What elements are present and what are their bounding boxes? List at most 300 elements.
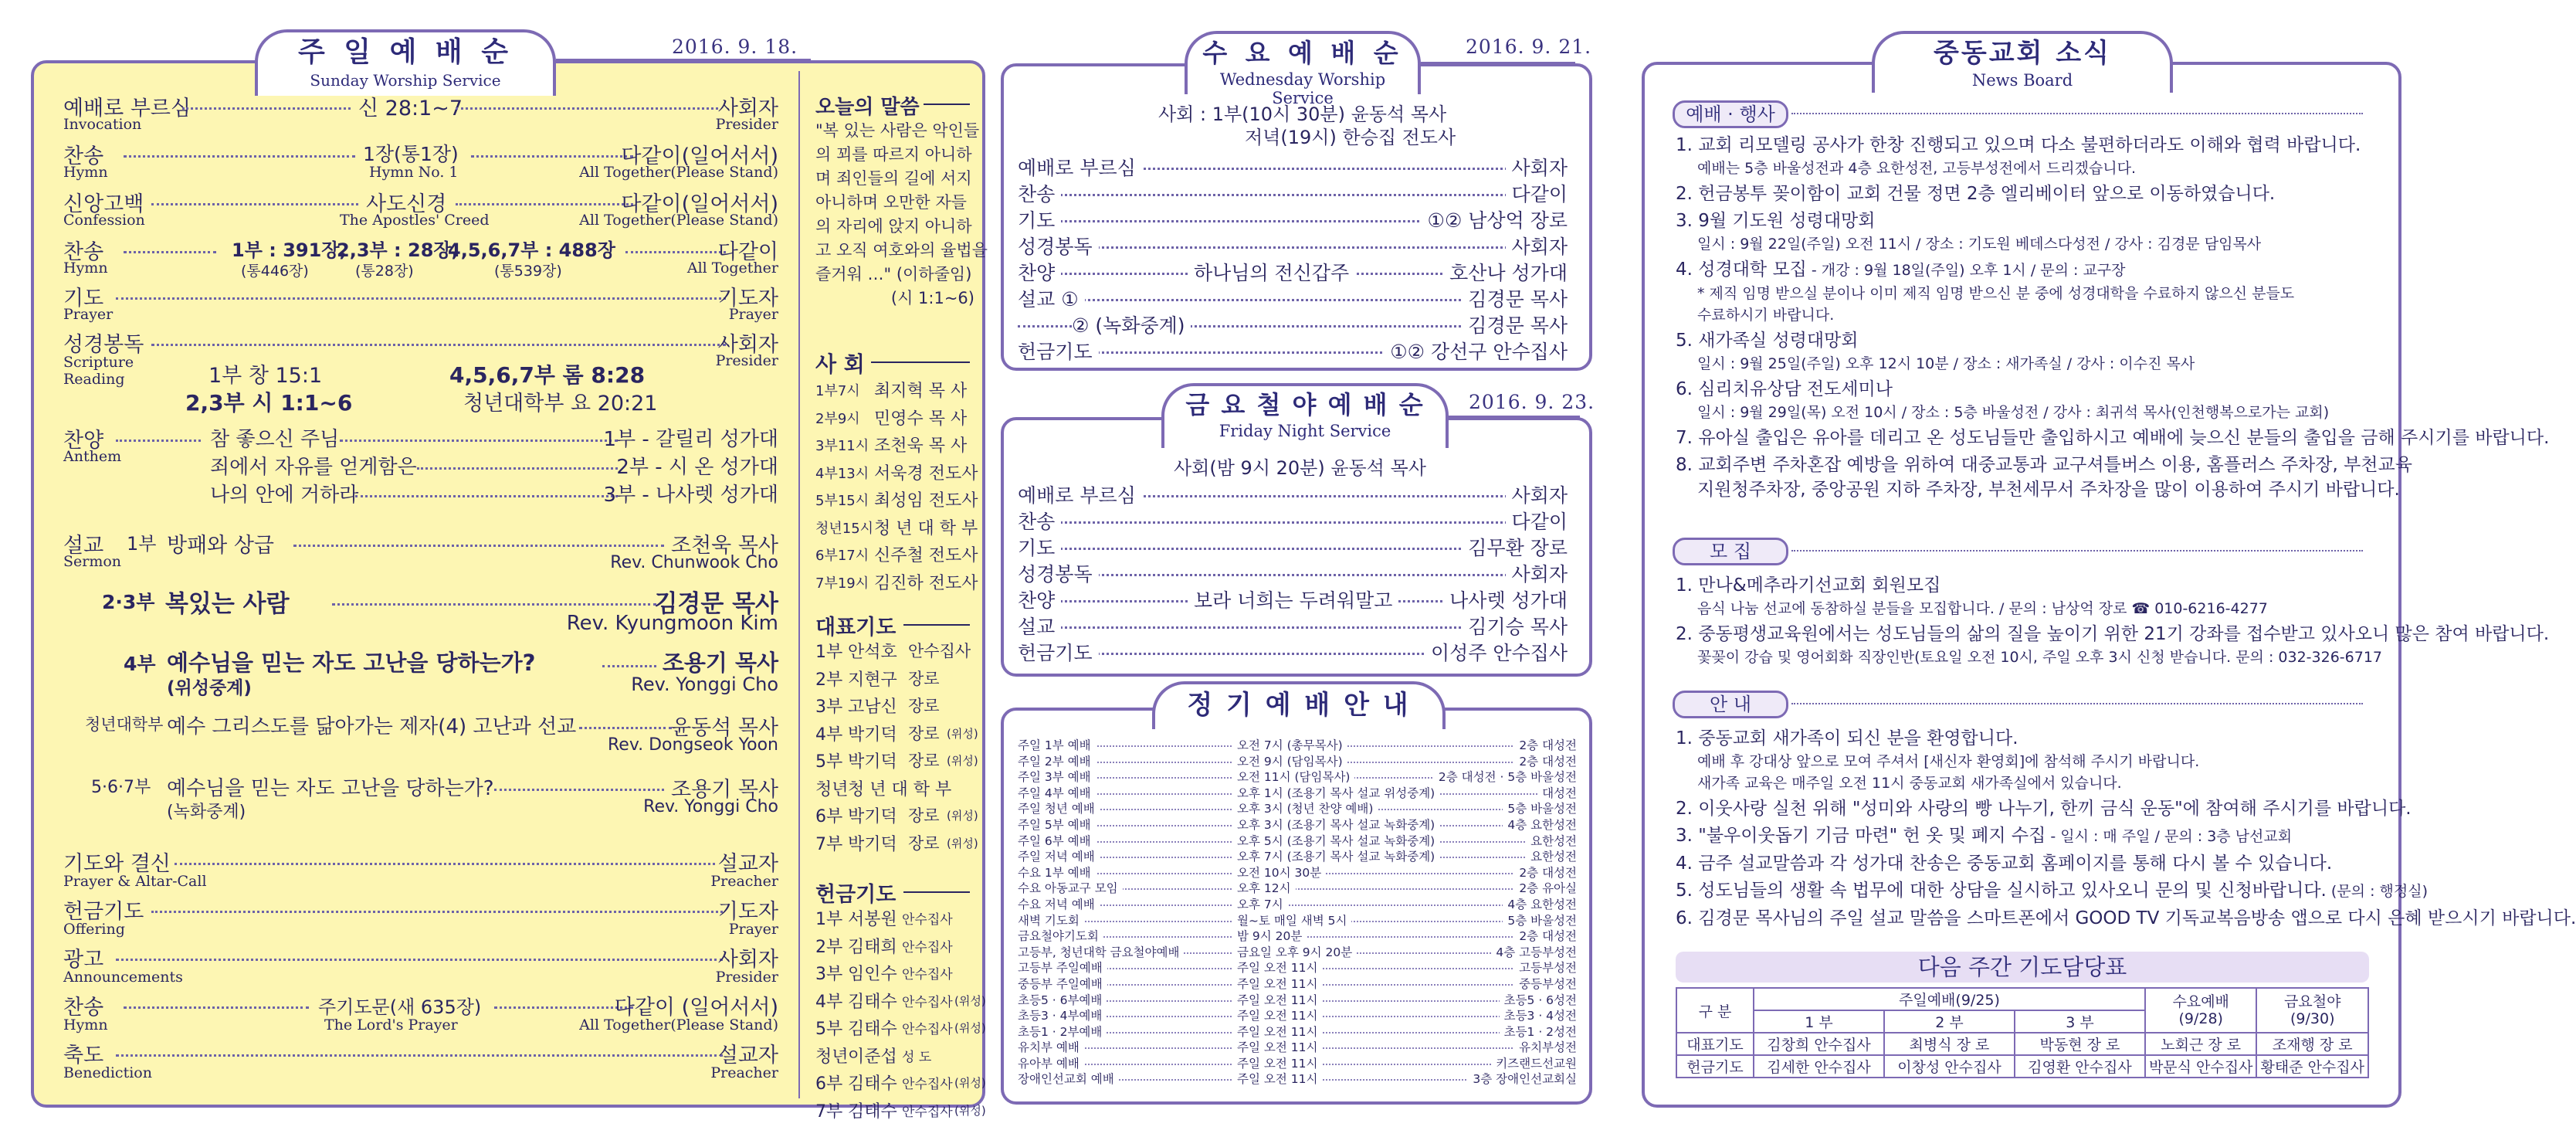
leader-dots — [116, 1054, 723, 1057]
hymn2-en: Hymn — [63, 260, 108, 277]
prayer-th-sunday: 주일예배(9/25) — [1754, 988, 2145, 1010]
rep-part: 1부 — [815, 643, 843, 662]
sunday-title-tab — [255, 29, 556, 96]
friday-subtitle: Friday Night Service — [1219, 422, 1391, 440]
altar-call-en: Prayer & Altar-Call — [63, 873, 207, 890]
regular-row — [1018, 831, 1577, 847]
wed-order-label: 예배로 부르심 — [1018, 153, 1142, 181]
off-part: 4부 — [815, 992, 843, 1012]
news-item-sub: 지원청주차장, 중앙공원 지하 주차장, 부천세무서 주차장을 많이 이용하여 주시기 바랍니다. — [1697, 480, 2400, 500]
word-line: 의 자리에 앉지 아니하 — [815, 217, 972, 236]
regular-row — [1018, 1006, 1577, 1022]
prayer-right: 기도자 — [717, 287, 778, 311]
leader-dots — [355, 495, 618, 497]
fri-order-label: 설교 — [1018, 612, 1061, 640]
off-role: 안수집사 — [902, 912, 953, 928]
fri-order-right: 사회자 — [1506, 559, 1568, 587]
offering-en: Offering — [63, 921, 125, 938]
word-line: 고 오직 여호와의 율법을 — [815, 241, 988, 260]
mc-title-rule — [871, 361, 970, 363]
fri-order-label: 기도 — [1018, 533, 1061, 561]
off-part: 1부 — [815, 910, 843, 929]
leader-dots — [456, 107, 718, 110]
wed-order-right: ①② 강선구 안수집사 — [1384, 337, 1568, 365]
news-item — [1676, 133, 2386, 179]
sermon-en: Sermon — [63, 553, 122, 570]
news-item-sub: 수료하시기 바랍니다. — [1697, 307, 1835, 324]
off-list — [815, 905, 986, 1125]
news-item-title — [1676, 878, 2428, 904]
hymn-part-1: 1부 : 391장, — [232, 239, 347, 261]
news-item — [1676, 796, 2412, 821]
regular-place: 초등3 · 4성전 — [1500, 1006, 1577, 1023]
wed-order-right: 사회자 — [1506, 232, 1568, 260]
news-item-title — [1676, 906, 2576, 931]
news-item-text: 1. 교회 리모델링 공사가 한창 진행되고 있으며 다소 불편하더라도 이해와 협력 바랍니다. — [1676, 135, 2361, 155]
news-item-sub: 일시 : 9월 29일(목) 오전 10시 / 장소 : 5층 바울성전 / 강사 : 최귀석 목사(인천행복으로가는 교회) — [1697, 404, 2330, 421]
news-title: 중동교회 소식 — [1934, 38, 2111, 69]
closing-hymn-right: 다같이 (일어서서) — [614, 996, 778, 1020]
regular-name: 고등부 주일예배 — [1018, 959, 1107, 976]
regular-time: 오후 12시 — [1232, 879, 1296, 896]
news-item-text: 3. "불우이웃돕기 기금 마련" 헌 옷 및 폐지 수집 — [1676, 826, 2046, 846]
lords-prayer-en: The Lord's Prayer — [324, 1017, 458, 1033]
rep-name: 청 년 대 학 부 — [848, 779, 952, 799]
sermon-1-pastor: 조천욱 목사 — [671, 534, 778, 558]
regular-time: 주일 오전 11시 — [1232, 1023, 1322, 1040]
news-item-sub: * 제직 임명 받으실 분이나 이미 제직 임명 받으신 분 중에 성경대학을 수료하지 않으신 분들도 — [1697, 285, 2295, 302]
off-row — [815, 960, 981, 988]
regular-row — [1018, 990, 1577, 1006]
regular-name: 초등5 · 6부예배 — [1018, 991, 1107, 1008]
hymn-part-3: 4,5,6,7부 : 488장 — [448, 239, 615, 261]
regular-place: 초등1 · 2성전 — [1500, 1023, 1577, 1040]
mc-part: 7부19시 — [815, 575, 869, 592]
off-part: 2부 — [815, 937, 843, 957]
section-recruit-pill: 모 집 — [1673, 538, 1788, 565]
hymn-part-1-sub: (통446장) — [241, 263, 309, 280]
regular-title-tab — [1152, 681, 1446, 729]
lords-prayer: 주기도문(새 635장) — [318, 996, 482, 1018]
off-part: 7부 — [815, 1101, 843, 1122]
rep-row — [815, 830, 981, 858]
news-item — [1676, 328, 2386, 375]
scripture-label: 성경봉독 — [63, 333, 144, 357]
mc-name: 신주철 전도사 — [874, 546, 978, 565]
off-name: 김태수 — [848, 1101, 897, 1122]
regular-name: 수요 저녁 예배 — [1018, 895, 1100, 912]
wed-order-row — [1018, 335, 1568, 361]
news-item-title — [1676, 573, 2386, 598]
mc-row — [815, 487, 981, 514]
news-item-text: 1. 만나&메추라기선교회 회원모집 — [1676, 575, 1941, 596]
off-name: 김태수 — [848, 1020, 897, 1039]
regular-name: 새벽 기도회 — [1018, 911, 1084, 928]
regular-title: 정 기 예 배 안 내 — [1187, 690, 1411, 721]
regular-place: 5층 바울성전 — [1503, 799, 1577, 816]
sunday-title: 주 일 예 배 순 — [297, 36, 513, 68]
regular-service-list — [1018, 735, 1577, 1085]
prayer-th-fri-label: 금요철야 — [2284, 993, 2341, 1010]
mc-part: 1부7시 — [815, 383, 860, 399]
scripture-b: 4,5,6,7부 롬 8:28 — [449, 362, 646, 388]
wed-order-label: 헌금기도 — [1018, 337, 1099, 365]
news-item-detail: - 일시 : 매 주일 / 문의 : 3층 남선교회 — [2046, 828, 2293, 845]
fri-order-row — [1018, 505, 1568, 531]
word-line: 즐거워 …" (이하줄임) — [815, 265, 972, 283]
prayer-th-label: 구 분 — [1676, 988, 1754, 1033]
rep-role: 장로 — [908, 833, 940, 853]
rep-row — [815, 666, 981, 694]
leader-dots — [293, 545, 664, 547]
section-dots — [1791, 703, 2363, 704]
off-name: 이준섭 — [848, 1047, 897, 1067]
regular-name: 주일 1부 예배 — [1018, 736, 1096, 753]
wed-order-label: ② (녹화중계) — [1072, 311, 1191, 338]
sunday-title-divider — [556, 59, 811, 61]
leader-dots — [151, 203, 358, 205]
friday-title-tab — [1161, 383, 1449, 448]
regular-name: 주일 청년 예배 — [1018, 799, 1100, 816]
leader-dots — [175, 863, 715, 865]
off-role: 안수집사 — [902, 1104, 953, 1120]
rep-name: 박기덕 — [848, 807, 897, 826]
wed-order-right: 사회자 — [1506, 153, 1568, 181]
friday-title: 금 요 철 야 예 배 순 — [1185, 390, 1425, 419]
sermon-1-en: Rev. Chunwook Cho — [610, 553, 778, 572]
wed-order-row — [1018, 230, 1568, 256]
regular-time: 오전 10시 30분 — [1232, 864, 1326, 881]
off-row — [815, 1015, 986, 1043]
off-name: 김태수 — [848, 992, 897, 1012]
fri-order-right: 나사렛 성가대 — [1443, 585, 1568, 613]
regular-row — [1018, 1069, 1577, 1085]
word-line: 며 죄인들의 길에 서지 — [815, 169, 972, 188]
fri-order-row — [1018, 584, 1568, 610]
fri-order-right: 김기승 목사 — [1462, 612, 1568, 640]
fri-order-label: 예배로 부르심 — [1018, 480, 1142, 508]
regular-place: 5층 바울성전 — [1503, 911, 1577, 928]
regular-time: 오후 7시 — [1232, 895, 1288, 912]
news-guide-list — [1676, 726, 2576, 933]
off-name: 김태수 — [848, 1074, 897, 1094]
leader-dots — [1018, 905, 1577, 906]
sermon-5-sub: (녹화중계) — [167, 803, 246, 822]
prayer-th-wed-label: 수요예배 — [2172, 993, 2229, 1010]
news-item — [1676, 426, 2550, 450]
news-item — [1676, 209, 2386, 255]
leader-dots — [151, 344, 726, 346]
news-item-text: 7. 유아실 출입은 유아를 데리고 온 성도님들만 출입하시고 예배에 늦으신 분들의 출입을 금해 주시기를 바랍니다. — [1676, 428, 2550, 448]
fri-order-right: 다같이 — [1506, 507, 1568, 535]
rep-note: (위성) — [947, 809, 978, 823]
off-role: 안수집사 — [902, 1077, 953, 1092]
news-item — [1676, 257, 2386, 326]
fri-order-right: 사회자 — [1506, 480, 1568, 508]
news-item-title — [1676, 823, 2386, 849]
prayer-th-wed — [2145, 988, 2257, 1033]
regular-time: 주일 오전 11시 — [1232, 1054, 1322, 1071]
rep-part: 5부 — [815, 752, 843, 772]
regular-row — [1018, 783, 1577, 799]
regular-row — [1018, 1054, 1577, 1070]
wed-order-right: 호산나 성가대 — [1443, 258, 1568, 286]
side-column-divider — [798, 71, 800, 1098]
word-text — [815, 119, 988, 311]
leader-dots — [1018, 246, 1568, 249]
news-item-title — [1676, 622, 2550, 647]
off-note: (위성) — [954, 1021, 986, 1035]
prayer-cell: 노회근 장 로 — [2145, 1033, 2257, 1055]
regular-row — [1018, 863, 1577, 879]
off-name: 임인수 — [848, 965, 897, 984]
hymn-label: 찬송 — [63, 144, 104, 168]
sunday-subtitle: Sunday Worship Service — [310, 71, 501, 90]
prayer-cell: 김세한 안수집사 — [1754, 1055, 1884, 1078]
regular-name: 주일 4부 예배 — [1018, 784, 1096, 801]
off-role: 안수집사 — [902, 939, 953, 955]
news-item-text: 1. 중동교회 새가족이 되신 분을 환영합니다. — [1676, 728, 2018, 748]
off-name: 서봉원 — [848, 910, 897, 929]
scripture-right-en: Presider — [715, 352, 778, 369]
leader-dots — [124, 155, 355, 158]
mc-name: 서욱경 전도사 — [874, 463, 978, 484]
regular-time: 금요일 오후 9시 20분 — [1232, 943, 1357, 960]
rep-list — [815, 638, 981, 857]
off-role: 안수집사 — [902, 1022, 953, 1037]
mc-part: 4부13시 — [815, 465, 869, 482]
scripture-right: 사회자 — [717, 333, 778, 357]
prayer-en: Prayer — [63, 306, 114, 323]
prayer-th-wed-date: (9/28) — [2178, 1010, 2223, 1027]
wed-order-row — [1018, 151, 1568, 178]
mc-list — [815, 377, 981, 596]
prayer-th-part-2: 2 부 — [1884, 1010, 2015, 1033]
wed-order-row — [1018, 204, 1568, 230]
rep-title: 대표기도 — [815, 616, 897, 640]
regular-name: 수요 아동교구 모임 — [1018, 879, 1123, 896]
prayer-th-fri — [2256, 988, 2368, 1033]
benediction-en: Benediction — [63, 1064, 152, 1081]
leader-dots — [116, 297, 726, 300]
invocation-label: 예배로 부르심 — [63, 97, 192, 120]
leader-dots — [116, 959, 723, 961]
leader-dots — [1018, 521, 1568, 524]
rep-row — [815, 693, 981, 721]
fri-order-row — [1018, 558, 1568, 584]
mc-name: 청 년 대 학 부 — [874, 518, 978, 538]
news-events-list — [1676, 133, 2550, 504]
wed-order-right: 김경문 목사 — [1462, 284, 1568, 312]
regular-place: 대성전 — [1537, 784, 1577, 801]
regular-place: 요한성전 — [1526, 847, 1577, 864]
fri-order-row — [1018, 636, 1568, 663]
news-item — [1676, 182, 2386, 206]
announcements-right: 사회자 — [717, 948, 778, 972]
regular-row — [1018, 974, 1577, 990]
news-item-sub: 새가족 교육은 매주일 오전 11시 중동교회 새가족실에서 있습니다. — [1697, 775, 2122, 792]
sermon-3-part: 4부 — [124, 653, 156, 675]
off-note: (위성) — [954, 1076, 986, 1090]
news-item-title — [1676, 209, 2386, 233]
sermon-2-pastor: 김경문 목사 — [654, 590, 778, 618]
mc-name: 최지혁 목 사 — [874, 382, 968, 401]
prayer-cell: 박동현 장 로 — [2015, 1033, 2145, 1055]
regular-place: 요한성전 — [1526, 832, 1577, 849]
news-item-sub: 일시 : 9월 22일(주일) 오전 11시 / 장소 : 기도원 베데스다성전 / 강사 : 김경문 담임목사 — [1697, 236, 2262, 253]
wednesday-info-2: 저녁(19시) 한승집 전도사 — [1245, 127, 1456, 148]
prayer-right-en: Prayer — [728, 306, 778, 323]
mc-name: 민영수 목 사 — [874, 409, 968, 429]
scripture-a: 1부 창 15:1 — [208, 364, 323, 388]
mc-name: 조천욱 목 사 — [874, 436, 968, 456]
wed-order-right: ①② 남상억 장로 — [1422, 205, 1568, 233]
prayer-label: 기도 — [63, 287, 104, 311]
leader-dots — [116, 440, 201, 442]
regular-row — [1018, 799, 1577, 815]
off-role: 안수집사 — [902, 967, 953, 983]
off-title: 헌금기도 — [815, 883, 897, 907]
wed-order-row — [1018, 178, 1568, 204]
hymn-part-2: 2,3부 : 28장, — [337, 239, 459, 261]
regular-name: 주일 저녁 예배 — [1018, 847, 1100, 864]
hymn-en: Hymn — [63, 164, 108, 181]
anthem-3-choir: 3부 - 나사렛 성가대 — [603, 484, 778, 507]
regular-name: 수요 1부 예배 — [1018, 864, 1096, 881]
fri-order-label: 찬양 — [1018, 585, 1061, 613]
news-item — [1676, 622, 2550, 668]
rep-part: 4부 — [815, 725, 843, 745]
friday-order-list — [1018, 479, 1568, 663]
sermon-label: 설교 — [63, 534, 104, 558]
invocation-center: 신 28:1~7 — [358, 97, 463, 120]
leader-dots — [124, 1006, 309, 1009]
regular-place: 초등5 · 6성전 — [1500, 991, 1577, 1008]
sermon-2-en: Rev. Kyungmoon Kim — [566, 612, 778, 635]
rep-note: (위성) — [947, 836, 978, 850]
section-dots — [1791, 550, 2363, 552]
news-item-title — [1676, 453, 2412, 477]
regular-place: 중등부성전 — [1514, 975, 1577, 992]
regular-time: 주일 오전 11시 — [1232, 959, 1322, 976]
leader-dots — [625, 251, 726, 253]
news-item-detail: - 개강 : 9월 18일(주일) 오후 1시 / 문의 : 교구장 — [1806, 262, 2126, 279]
prayer-th-part-3: 3 부 — [2015, 1010, 2145, 1033]
sermon-1-part: 1부 — [127, 533, 157, 555]
benediction-label: 축도 — [63, 1044, 104, 1067]
regular-place: 4층 요한성전 — [1503, 816, 1577, 833]
prayer-table — [1676, 987, 2369, 1078]
news-item — [1676, 851, 2386, 876]
wednesday-title-divider — [1421, 62, 1575, 64]
section-guide-pill: 안 내 — [1673, 691, 1788, 718]
fri-order-label: 헌금기도 — [1018, 638, 1099, 666]
regular-name: 주일 3부 예배 — [1018, 768, 1096, 785]
news-item — [1676, 453, 2412, 502]
hymn-right-en: All Together(Please Stand) — [579, 164, 778, 181]
regular-name: 유아부 예배 — [1018, 1054, 1084, 1071]
regular-time: 주일 오전 11시 — [1232, 975, 1322, 992]
sermon-2-title: 복있는 사람 — [165, 590, 290, 618]
mc-name: 최성임 전도사 — [874, 491, 978, 511]
hymn2-label: 찬송 — [63, 240, 104, 264]
off-part: 3부 — [815, 965, 843, 984]
news-item-text: 6. 심리치유상담 전도세미나 — [1676, 379, 1893, 399]
leader-dots — [1018, 574, 1568, 576]
regular-name: 주일 2부 예배 — [1018, 752, 1096, 769]
rep-name: 안석호 — [848, 643, 897, 662]
regular-row — [1018, 735, 1577, 752]
regular-row — [1018, 815, 1577, 831]
regular-place: 2층 대성전 — [1514, 736, 1577, 753]
announcements-right-en: Presider — [715, 969, 778, 986]
friday-date: 2016. 9. 23. — [1469, 391, 1595, 413]
leader-dots — [332, 603, 656, 606]
off-row — [815, 1043, 981, 1071]
mc-part: 청년15시 — [815, 520, 874, 537]
off-role: 성 도 — [902, 1049, 932, 1065]
wednesday-date: 2016. 9. 21. — [1466, 36, 1592, 58]
regular-place: 4층 요한성전 — [1503, 895, 1577, 912]
leader-dots — [471, 155, 633, 158]
news-item-sub: 음식 나눔 선교에 동참하실 분들을 모집합니다. / 문의 : 남상억 장로 ☎ 010-6216-4277 — [1697, 600, 2268, 617]
regular-name: 초등1 · 2부예배 — [1018, 1023, 1107, 1040]
news-item-text: 2. 헌금봉투 꽂이함이 교회 건물 정면 2층 엘리베이터 앞으로 이동하였습니다. — [1676, 184, 2276, 204]
off-note: (위성) — [954, 1103, 986, 1118]
news-item-sub: 예배 후 강대상 앞으로 모여 주셔서 [새신자 환영회]에 참석해 주시기 바랍니다. — [1697, 753, 2200, 770]
rep-name: 박기덕 — [848, 725, 897, 745]
regular-time: 주일 오전 11시 — [1232, 1070, 1322, 1087]
anthem-label: 찬양 — [63, 429, 104, 453]
regular-row — [1018, 878, 1577, 894]
off-part: 5부 — [815, 1020, 843, 1039]
leader-dots — [494, 1006, 633, 1009]
altar-call-label: 기도와 결신 — [63, 852, 171, 876]
prayer-th-fri-date: (9/30) — [2290, 1010, 2335, 1027]
off-part: 6부 — [815, 1074, 843, 1094]
rep-row — [815, 803, 981, 830]
regular-place: 4층 고등부성전 — [1491, 943, 1577, 960]
leader-dots — [124, 251, 216, 253]
hymn-number: 1장(통1장) — [363, 143, 459, 165]
hymn2-right-en: All Together — [686, 260, 778, 277]
sermon-3-sub: (위성중계) — [167, 678, 252, 698]
wed-order-row — [1018, 309, 1568, 335]
news-item — [1676, 878, 2428, 904]
anthem-2: 죄에서 자유를 얻게함은 — [210, 456, 417, 479]
fri-order-right: 김무환 장로 — [1462, 533, 1568, 561]
mc-row — [815, 405, 981, 433]
mc-part: 5부15시 — [815, 493, 869, 509]
news-item-text: 3. 9월 기도원 성령대망회 — [1676, 211, 1876, 231]
mc-part: 2부9시 — [815, 410, 860, 427]
wednesday-info-1: 사회 : 1부(10시 30분) 윤동석 목사 — [1158, 104, 1447, 125]
off-note: (위성) — [954, 993, 986, 1008]
news-item-title — [1676, 377, 2386, 402]
off-role: 안수집사 — [902, 994, 953, 1010]
word-line: 아니하며 오만한 자들 — [815, 193, 967, 212]
sermon-5-en: Rev. Yonggi Cho — [643, 797, 778, 816]
news-item-title — [1676, 851, 2386, 876]
mc-row — [815, 432, 981, 460]
rep-part: 6부 — [815, 807, 843, 826]
scripture-en: Scripture Reading — [63, 354, 134, 388]
regular-name: 초등3 · 4부예배 — [1018, 1006, 1107, 1023]
regular-time: 주일 오전 11시 — [1232, 1038, 1322, 1055]
regular-place: 키즈랜드선교원 — [1491, 1054, 1577, 1071]
rep-role: 장로 — [908, 752, 940, 770]
news-item — [1676, 906, 2576, 931]
